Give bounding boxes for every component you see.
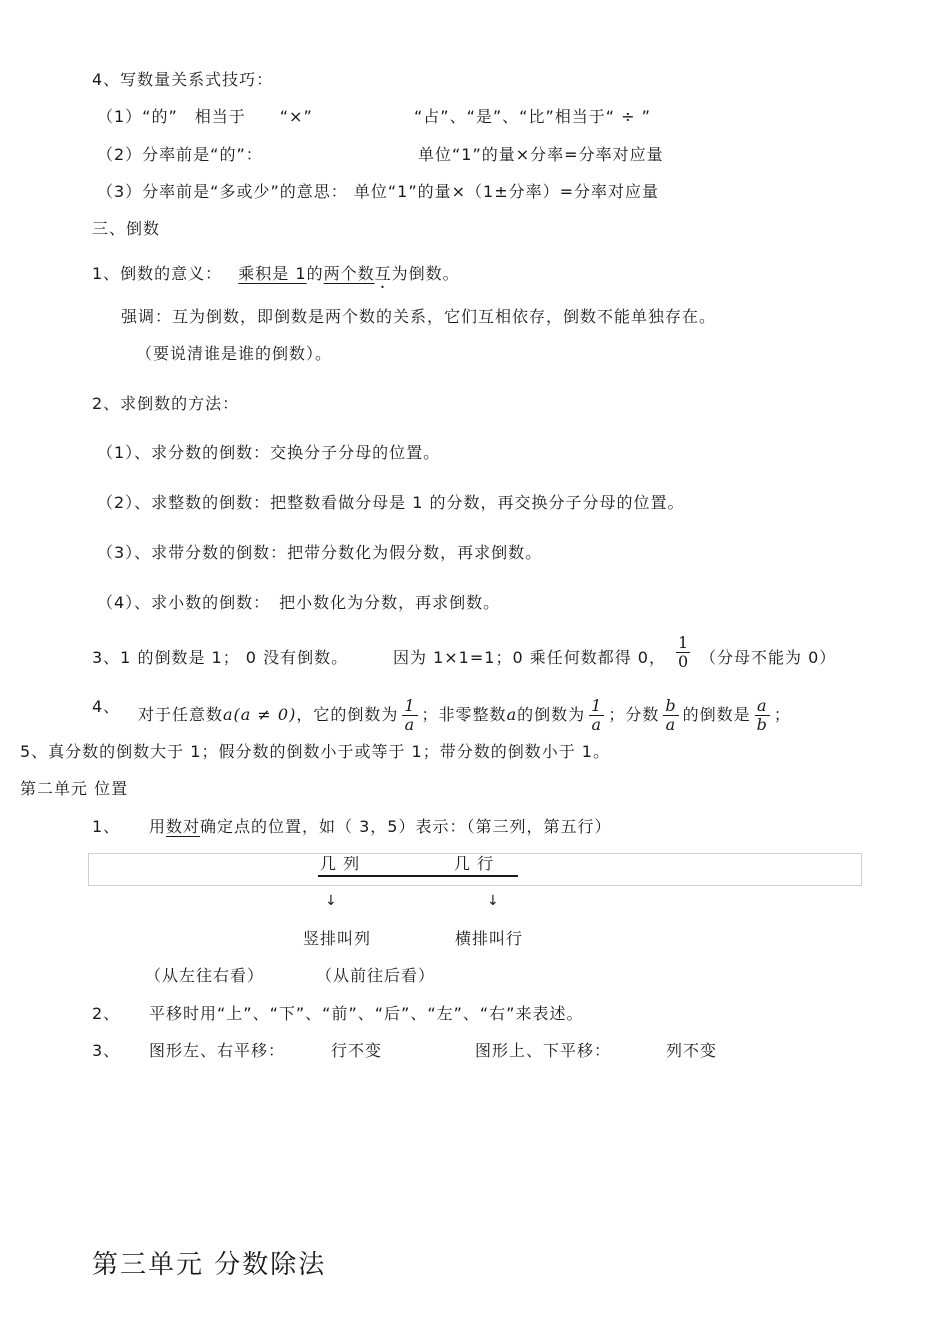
point4-frac-2 bbox=[589, 697, 604, 734]
emphasis-note: （要说清谁是谁的倒数）。 bbox=[136, 344, 333, 363]
point3-frac-num: 1 bbox=[678, 633, 689, 652]
point4-frac-1 bbox=[402, 697, 417, 734]
point3-b: 因为 1×1=1；0 乘任何数都得 0， bbox=[393, 648, 666, 667]
meaning-underline-2: 两个数 bbox=[323, 264, 375, 283]
unit2-heading: 第二单元 位置 bbox=[20, 779, 129, 798]
row-desc: 横排叫行 bbox=[455, 929, 524, 948]
row-hint: （从前往后看） bbox=[316, 966, 436, 985]
row-label: 几 行 bbox=[454, 854, 495, 873]
point4-var: a bbox=[506, 705, 518, 724]
col-label: 几 列 bbox=[320, 854, 361, 873]
part3-heading: 三、倒数 bbox=[92, 219, 161, 238]
frac1-num: 1 bbox=[404, 696, 416, 715]
point3-frac-den: 0 bbox=[678, 652, 689, 671]
unit2-item1 bbox=[149, 817, 611, 837]
point4-num: 4、 bbox=[92, 697, 121, 716]
point4-line bbox=[138, 697, 791, 734]
unit3-heading: 第三单元 分数除法 bbox=[92, 1250, 327, 1280]
section4-heading: 4、写数量关系式技巧： bbox=[92, 70, 274, 89]
label-underline bbox=[318, 875, 518, 877]
point4-g: ； bbox=[773, 705, 791, 724]
item3-c: 图形上、下平移： bbox=[475, 1041, 612, 1060]
frac2-den: a bbox=[591, 715, 602, 734]
point4-expr: a(a ≠ 0) bbox=[223, 705, 297, 724]
frac2-num: 1 bbox=[591, 696, 603, 715]
item1-underlined: 数对 bbox=[166, 817, 201, 836]
unit2-item1-num: 1、 bbox=[92, 817, 121, 836]
point4-e: ；分数 bbox=[608, 705, 660, 724]
rule1-right: “占”、“是”、“比”相当于“ ÷ ” bbox=[414, 107, 651, 126]
method-1: （1）、求分数的倒数：交换分子分母的位置。 bbox=[97, 443, 441, 462]
col-desc: 竖排叫列 bbox=[303, 929, 372, 948]
meaning-end: 为倒数。 bbox=[391, 264, 460, 283]
col-hint: （从左往右看） bbox=[145, 966, 265, 985]
emphasis: 强调：互为倒数，即倒数是两个数的关系，它们互相依存，倒数不能单独存在。 bbox=[121, 307, 717, 326]
frac4-num: a bbox=[755, 697, 770, 716]
meaning-underline-1: 乘积是 1 bbox=[238, 264, 307, 283]
method-heading: 2、求倒数的方法： bbox=[92, 394, 240, 413]
item3-b: 行不变 bbox=[331, 1041, 383, 1060]
rule1-left: （1）“的” 相当于 “×” bbox=[97, 107, 313, 126]
method-4: （4）、求小数的倒数： 把小数化为分数，再求倒数。 bbox=[97, 593, 501, 612]
unit2-item2: 平移时用“上”、“下”、“前”、“后”、“左”、“右”来表述。 bbox=[149, 1004, 584, 1023]
meaning-dot-char: 互 bbox=[374, 264, 392, 283]
method-3: （3）、求带分数的倒数：把带分数化为假分数，再求倒数。 bbox=[97, 543, 543, 562]
item3-a: 图形左、右平移： bbox=[149, 1041, 286, 1060]
point4-d: 的倒数为 bbox=[517, 705, 586, 724]
frac1-den: a bbox=[404, 715, 416, 734]
point4-frac-4 bbox=[755, 697, 770, 734]
rule3: （3）分率前是“多或少”的意思： 单位“1”的量×（1±分率）=分率对应量 bbox=[97, 182, 660, 201]
down-arrow-icon: ↓ bbox=[487, 893, 499, 909]
item1-post: 确定点的位置，如（ 3，5）表示：（第三列，第五行） bbox=[200, 817, 612, 836]
point4-a: 对于任意数 bbox=[138, 705, 224, 724]
meaning-mid: 的 bbox=[306, 264, 324, 283]
point4-f: 的倒数是 bbox=[682, 705, 751, 724]
meaning-label: 1、倒数的意义： bbox=[92, 264, 223, 283]
point3-a: 3、1 的倒数是 1； 0 没有倒数。 bbox=[92, 648, 349, 667]
point4-frac-3 bbox=[663, 697, 678, 734]
unit2-item3-num: 3、 bbox=[92, 1041, 121, 1060]
item3-d: 列不变 bbox=[666, 1041, 718, 1060]
rule2-right: 单位“1”的量×分率=分率对应量 bbox=[418, 145, 664, 164]
point4-c: ；非零整数 bbox=[421, 705, 507, 724]
frac3-num: b bbox=[665, 696, 677, 715]
frac4-den: b bbox=[756, 715, 768, 734]
meaning-line bbox=[92, 264, 460, 292]
point5: 5、真分数的倒数大于 1；假分数的倒数小于或等于 1；带分数的倒数小于 1。 bbox=[20, 742, 610, 761]
rule2-left: （2）分率前是“的”： bbox=[97, 145, 263, 164]
item1-pre: 用 bbox=[149, 817, 167, 836]
point3-fraction bbox=[672, 634, 694, 671]
point3-c: （分母不能为 0） bbox=[700, 648, 837, 667]
down-arrow-icon: ↓ bbox=[325, 893, 337, 909]
point4-b: ，它的倒数为 bbox=[296, 705, 399, 724]
unit2-item2-num: 2、 bbox=[92, 1004, 121, 1023]
frac3-den: a bbox=[665, 715, 677, 734]
method-2: （2）、求整数的倒数：把整数看做分母是 1 的分数，再交换分子分母的位置。 bbox=[97, 493, 685, 512]
